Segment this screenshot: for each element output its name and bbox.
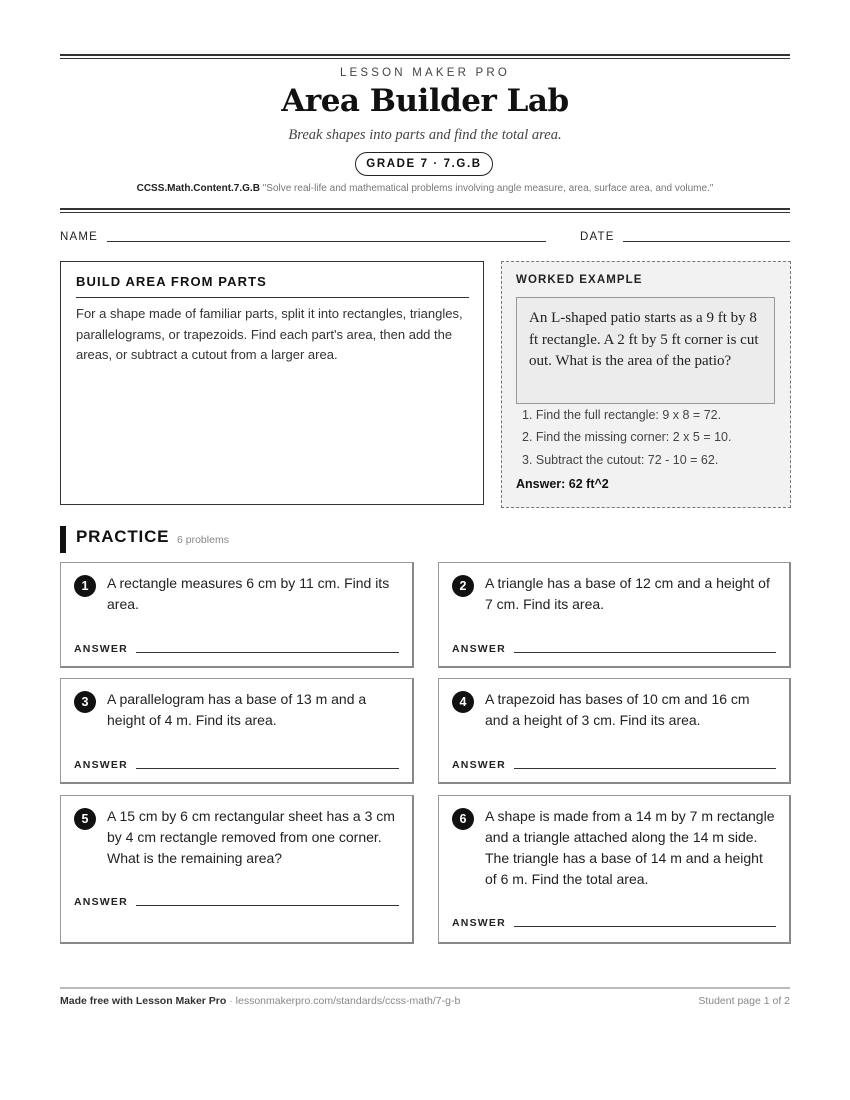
problem-number-badge: 2 bbox=[452, 575, 474, 597]
problem-card bbox=[438, 562, 791, 668]
footer-made-with: Made free with Lesson Maker Pro bbox=[60, 995, 227, 1007]
footer-page-number: Student page 1 of 2 bbox=[698, 995, 790, 1007]
answer-label: ANSWER bbox=[452, 643, 506, 655]
name-field[interactable] bbox=[107, 241, 546, 242]
concept-panel bbox=[60, 261, 484, 505]
problem-card bbox=[60, 562, 414, 668]
problem-card bbox=[60, 678, 414, 784]
answer-field[interactable] bbox=[136, 768, 399, 769]
date-label: DATE bbox=[580, 231, 615, 243]
problem-text: A rectangle measures 6 cm by 11 cm. Find its area. bbox=[107, 575, 390, 612]
brand-name: LESSON MAKER PRO bbox=[339, 67, 511, 79]
worked-example-step: 1. Find the full rectangle: 9 x 8 = 72. bbox=[522, 408, 722, 422]
concept-body: For a shape made of familiar parts, split it into rectangles, triangles, parallelograms, or trapezoids. Find each part's area, then add the areas, or subtract a cutout from a larger area. bbox=[76, 306, 463, 362]
concept-heading: BUILD AREA FROM PARTS bbox=[76, 274, 267, 289]
answer-label: ANSWER bbox=[74, 759, 128, 771]
answer-field[interactable] bbox=[136, 905, 399, 906]
footer-divider bbox=[60, 987, 790, 989]
practice-title: PRACTICE bbox=[76, 527, 170, 546]
problem-text: A trapezoid has bases of 10 cm and 16 cm and a height of 3 cm. Find its area. bbox=[485, 691, 750, 728]
problem-number-badge: 1 bbox=[74, 575, 96, 597]
answer-label: ANSWER bbox=[74, 643, 128, 655]
worked-example-step: 2. Find the missing corner: 2 x 5 = 10. bbox=[522, 430, 732, 444]
answer-label: ANSWER bbox=[452, 759, 506, 771]
footer-link[interactable]: · lessonmakerpro.com/standards/ccss-math/7-g-b bbox=[229, 995, 461, 1007]
standard-line bbox=[0, 183, 850, 194]
concept-divider bbox=[76, 297, 469, 298]
answer-label: ANSWER bbox=[74, 896, 128, 908]
grade-badge: GRADE 7 · 7.G.B bbox=[355, 152, 493, 176]
answer-field[interactable] bbox=[514, 926, 776, 927]
problem-card bbox=[438, 678, 791, 784]
problem-number-badge: 6 bbox=[452, 808, 474, 830]
standard-text: "Solve real-life and mathematical problems involving angle measure, area, surface area, and volume." bbox=[262, 183, 714, 194]
problem-text: A shape is made from a 14 m by 7 m rectangle and a triangle attached along the 14 m side. The triangle has a base of 14 m and a height of 6 m. Find the total area. bbox=[485, 808, 775, 887]
worked-example-problem: An L-shaped patio starts as a 9 ft by 8 ft rectangle. A 2 ft by 5 ft corner is cut out. What is the area of the patio? bbox=[516, 297, 775, 404]
problem-card bbox=[438, 795, 791, 944]
footer-credit bbox=[60, 995, 460, 1007]
practice-accent-bar bbox=[60, 526, 66, 553]
problem-card bbox=[60, 795, 414, 944]
worked-example-step: 3. Subtract the cutout: 72 - 10 = 62. bbox=[522, 453, 719, 467]
name-label: NAME bbox=[60, 231, 99, 243]
answer-field[interactable] bbox=[136, 652, 399, 653]
standard-code: CCSS.Math.Content.7.G.B bbox=[136, 183, 260, 194]
problem-text: A parallelogram has a base of 13 m and a height of 4 m. Find its area. bbox=[107, 691, 367, 728]
practice-count: 6 problems bbox=[177, 534, 229, 546]
problem-number-badge: 3 bbox=[74, 691, 96, 713]
problem-text: A triangle has a base of 12 cm and a height of 7 cm. Find its area. bbox=[485, 575, 770, 612]
header-divider bbox=[60, 208, 790, 210]
page-title: Area Builder Lab bbox=[281, 83, 569, 119]
date-field[interactable] bbox=[623, 241, 790, 242]
problem-number-badge: 5 bbox=[74, 808, 96, 830]
answer-label: ANSWER bbox=[452, 917, 506, 929]
header-divider-thin bbox=[60, 212, 790, 213]
problem-text: A 15 cm by 6 cm rectangular sheet has a 3 cm by 4 cm rectangle removed from one corner. What is the remaining area? bbox=[107, 808, 395, 866]
answer-field[interactable] bbox=[514, 768, 776, 769]
page-subtitle: Break shapes into parts and find the total area. bbox=[288, 127, 562, 143]
problem-number-badge: 4 bbox=[452, 691, 474, 713]
worked-example-heading: WORKED EXAMPLE bbox=[516, 274, 643, 286]
worked-example-answer: Answer: 62 ft^2 bbox=[516, 477, 609, 491]
top-rule bbox=[60, 54, 790, 56]
answer-field[interactable] bbox=[514, 652, 776, 653]
top-rule-thin bbox=[60, 58, 790, 59]
worked-example-panel bbox=[501, 261, 791, 508]
